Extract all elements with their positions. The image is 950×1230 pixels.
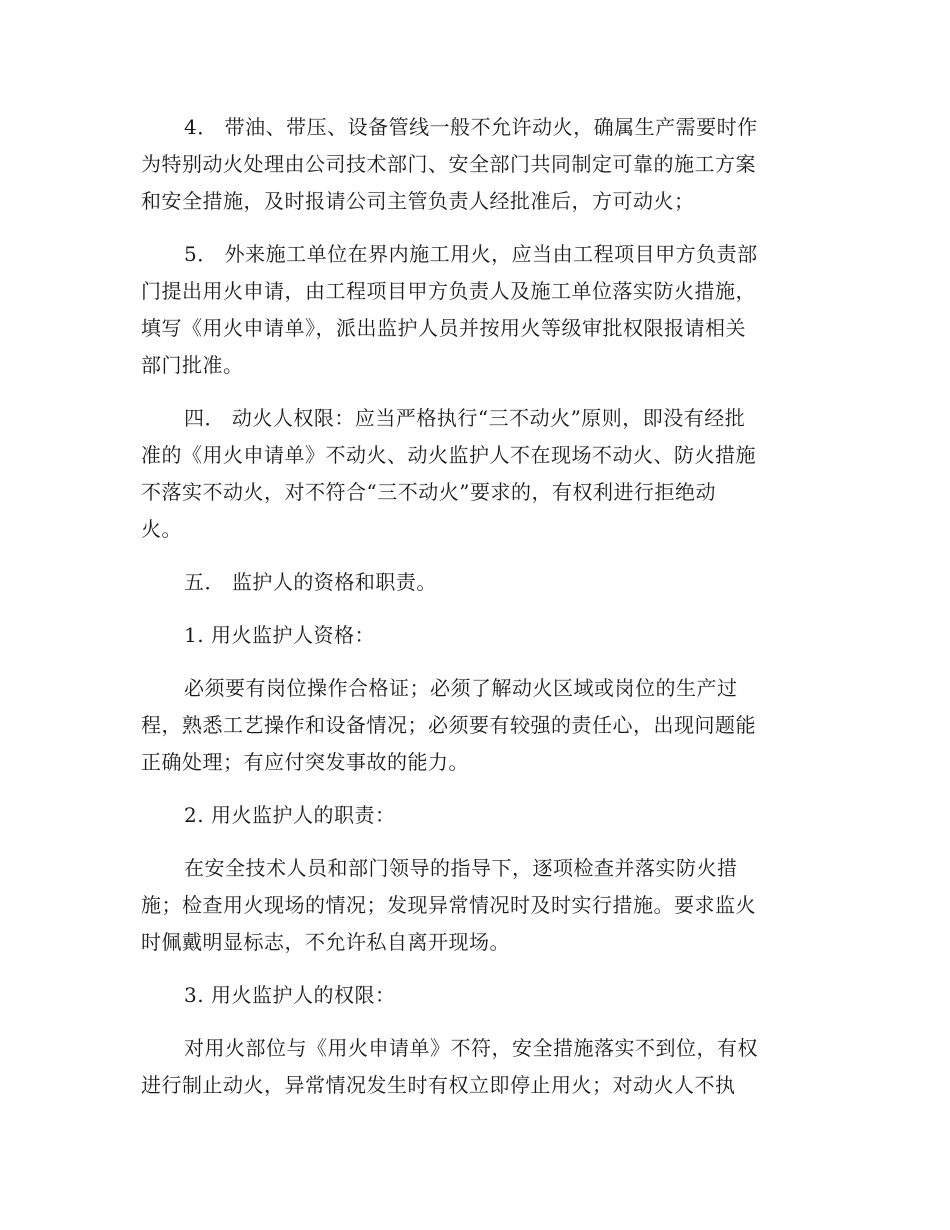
- subheading-3: 3. 用火监护人的权限：: [184, 983, 396, 1007]
- body-2-line-1: 在安全技术人员和部门领导的指导下，逐项检查并落实防火措: [184, 856, 738, 880]
- body-3-line-2: 进行制止动火，异常情况发生时有权立即停止用火；对动火人不执: [141, 1073, 736, 1097]
- body-2-line-2: 施；检查用火现场的情况；发现异常情况时及时实行措施。要求监火: [141, 893, 756, 917]
- section-4-line-3: 不落实不动火，对不符合“三不动火”要求的，有权利进行拒绝动: [141, 480, 716, 504]
- subheading-1: 1. 用火监护人资格：: [184, 623, 375, 647]
- paragraph-5-line-1: 5． 外来施工单位在界内施工用火，应当由工程项目甲方负责部: [184, 242, 758, 266]
- section-5-heading: 五． 监护人的资格和职责。: [184, 570, 437, 594]
- paragraph-5-line-4: 部门批准。: [141, 353, 244, 377]
- body-2-line-3: 时佩戴明显标志，不允许私自离开现场。: [141, 930, 510, 954]
- paragraph-4-line-2: 为特别动火处理由公司技术部门、安全部门共同制定可靠的施工方案: [141, 152, 756, 176]
- subheading-2: 2. 用火监护人的职责：: [184, 803, 396, 827]
- section-4-line-4: 火。: [141, 517, 182, 541]
- paragraph-5-line-2: 门提出用火申请，由工程项目甲方负责人及施工单位落实防火措施，: [141, 279, 756, 303]
- body-1-line-2: 程，熟悉工艺操作和设备情况；必须要有较强的责任心，出现问题能: [141, 713, 756, 737]
- body-3-line-1: 对用火部位与《用火申请单》不符，安全措施落实不到位，有权: [184, 1036, 758, 1060]
- body-1-line-3: 正确处理；有应付突发事故的能力。: [141, 750, 469, 774]
- body-1-line-1: 必须要有岗位操作合格证；必须了解动火区域或岗位的生产过: [184, 676, 738, 700]
- section-4-line-1: 四． 动火人权限：应当严格执行“三不动火”原则，即没有经批: [184, 406, 746, 430]
- paragraph-5-line-3: 填写《用火申请单》，派出监护人员并按用火等级审批权限报请相关: [141, 316, 746, 340]
- paragraph-4-line-1: 4． 带油、带压、设备管线一般不允许动火，确属生产需要时作: [184, 115, 758, 139]
- section-4-line-2: 准的《用火申请单》不动火、动火监护人不在现场不动火、防火措施: [141, 443, 756, 467]
- paragraph-4-line-3: 和安全措施，及时报请公司主管负责人经批准后，方可动火；: [141, 189, 695, 213]
